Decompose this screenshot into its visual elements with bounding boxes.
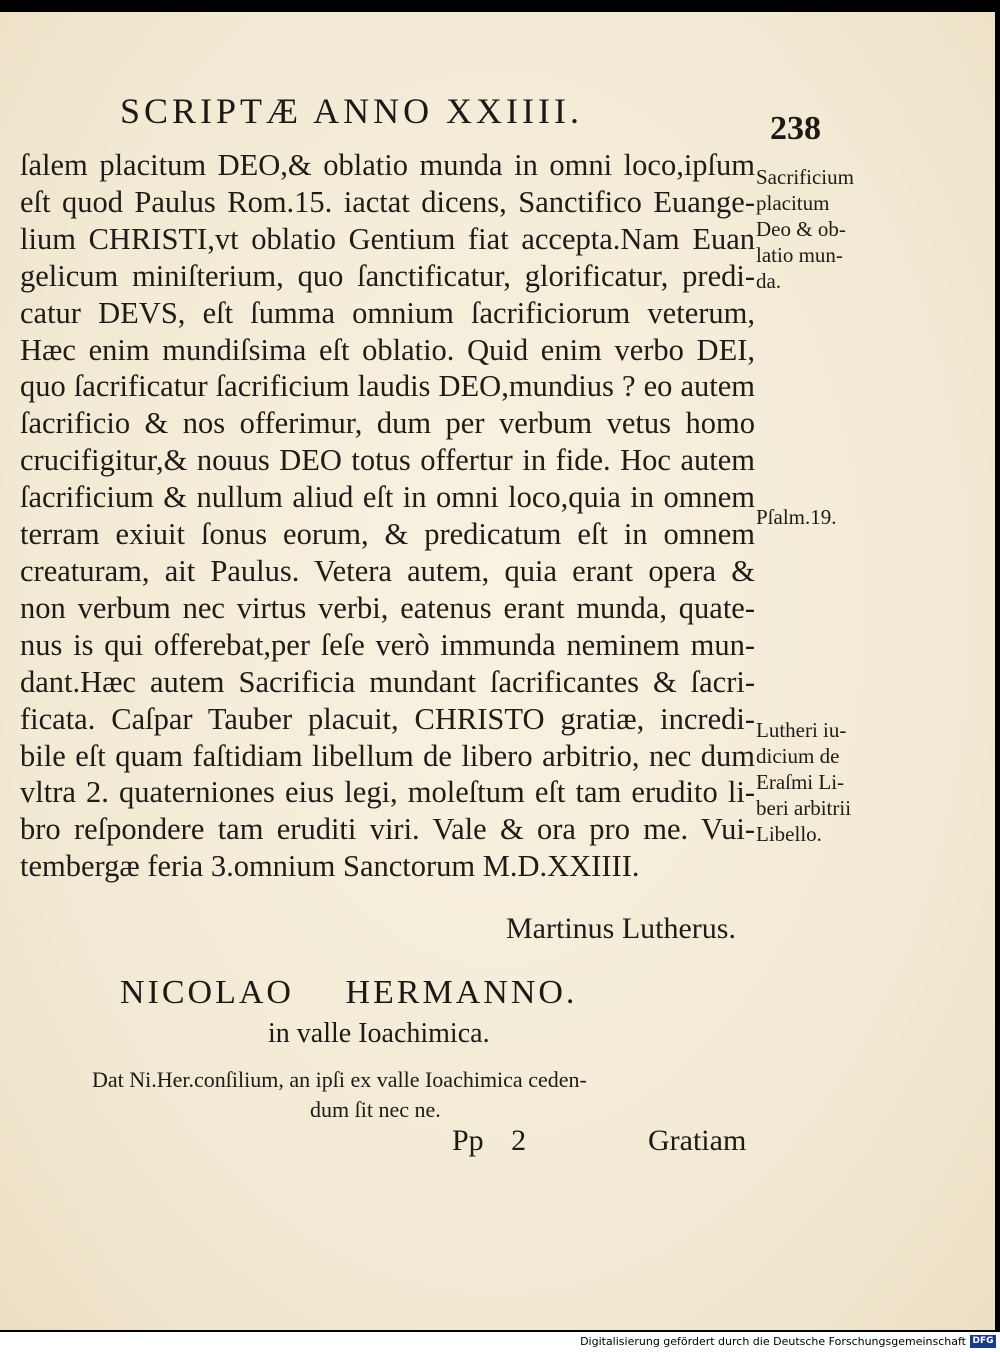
text-line: lium CHRISTI,vt oblatio Gentium fiat accepta.Nam Euan (20, 221, 755, 256)
text-line: eſt quod Paulus Rom.15. iactat dicens, Sanctifico Euange- (20, 184, 755, 219)
page-number: 238 (770, 110, 821, 147)
margin-note-lutheri (756, 717, 886, 847)
text-line: quo ſacrificatur ſacrificium laudis DEO,mundius ? eo autem (20, 369, 755, 404)
text-line: non verbum nec virtus verbi, eatenus erant munda, quate- (20, 590, 755, 625)
text-line: bile eſt quam faſtidiam libellum de libero arbitrio, nec dum (20, 738, 755, 773)
letter-heading-title: NICOLAO HERMANNO. (120, 974, 578, 1011)
letter-heading-subtitle: in valle Ioachimica. (268, 1018, 490, 1049)
text-line: terram exiuit ſonus eorum, & predicatum eſt in omnem (20, 517, 755, 552)
margin-note-psalm (756, 504, 886, 530)
body-text (20, 147, 755, 885)
text-line: tembergæ feria 3.omnium Sanctorum M.D.XXIIII. (20, 849, 640, 884)
margin-note-line: beri arbitrii (756, 796, 852, 820)
letter-summary (92, 1065, 587, 1125)
catchword: Gratiam (648, 1124, 747, 1157)
text-line: gelicum miniſterium, quo ſanctificatur, glorificatur, predi- (20, 258, 755, 293)
text-line: ſacrificio & nos offerimur, dum per verbum vetus homo (20, 406, 755, 441)
text-line: bro reſpondere tam eruditi viri. Vale & ora pro me. Vui- (20, 812, 755, 847)
margin-note-line: Eraſmi Li- (756, 770, 845, 794)
text-line: ſacrificium & nullum aliud eſt in omni loco,quia in omnem (20, 480, 755, 515)
summary-line: Dat Ni.Her.conſilium, an ipſi ex valle Ioachimica ceden- (92, 1067, 587, 1092)
margin-note-line: Libello. (756, 822, 822, 846)
margin-note-line: Lutheri iu- (756, 718, 847, 742)
margin-note-line: dicium de (756, 744, 840, 768)
text-line: nus is qui offerebat,per ſeſe verò immunda neminem mun- (20, 627, 755, 662)
margin-note-line: Deo & ob- (756, 217, 846, 241)
margin-note-line: placitum (756, 191, 830, 215)
text-line: creaturam, ait Paulus. Vetera autem, quia erant opera & (20, 553, 755, 588)
text-line: crucifigitur,& nouus DEO totus offertur in fide. Hoc autem (20, 443, 755, 478)
dfg-logo-icon: DFG (970, 1335, 996, 1348)
text-line: vltra 2. quaterniones eius legi, moleſtum eſt tam erudito li- (20, 775, 755, 810)
book-page (0, 12, 995, 1330)
letter-signature: Martinus Lutherus. (506, 912, 736, 945)
margin-note-line: Sacrificium (756, 165, 854, 189)
footer-credit: Digitalisierung gefördert durch die Deutsche Forschungsgemeinschaft (580, 1335, 966, 1348)
text-line: Hæc enim mundiſsima eſt oblatio. Quid enim verbo DEI, (20, 332, 755, 367)
text-line: ficata. Caſpar Tauber placuit, CHRISTO gratiæ, incredi- (20, 701, 755, 736)
text-line: catur DEVS, eſt ſumma omnium ſacrificiorum veterum, (20, 295, 755, 330)
text-line: dant.Hæc autem Sacrificia mundant ſacrificantes & ſacri- (20, 664, 755, 699)
text-line: ſalem placitum DEO,& oblatio munda in omni loco,ipſum (20, 148, 755, 182)
running-head: SCRIPTÆ ANNO XXIIII. (120, 91, 584, 131)
margin-note-line: da. (756, 269, 782, 293)
margin-note-line: Pſalm.19. (756, 505, 837, 529)
signature-mark: Pp 2 (452, 1124, 527, 1157)
summary-line: dum ſit nec ne. (310, 1097, 441, 1122)
margin-note-sacrificium (756, 164, 886, 294)
footer-bar (0, 1332, 1000, 1352)
margin-note-line: latio mun- (756, 243, 843, 267)
